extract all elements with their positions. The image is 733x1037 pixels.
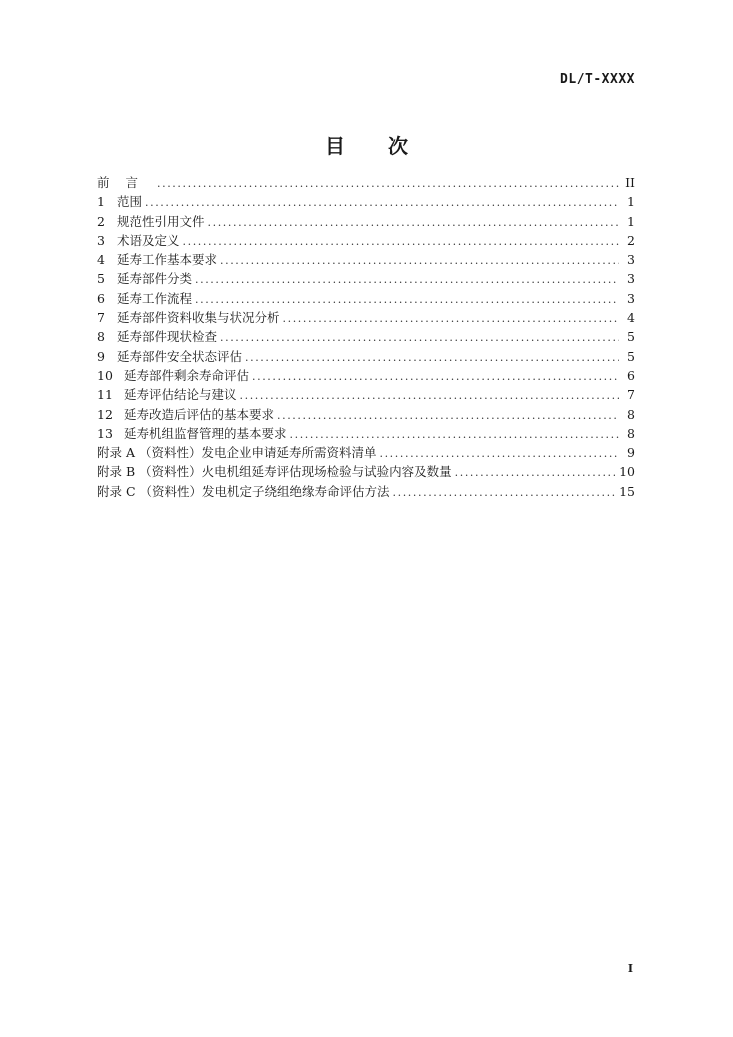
toc-entry-page: II <box>625 175 635 190</box>
toc-entry-page: 1 <box>627 213 635 229</box>
toc-entry-label: 延寿部件现状检查 <box>117 329 218 345</box>
toc-entry-label: 范围 <box>117 194 143 210</box>
toc-entry-page: 3 <box>627 271 635 287</box>
toc-entry-label: 延寿工作基本要求 <box>117 252 218 268</box>
toc-entry-2[interactable] <box>97 212 635 231</box>
toc-leader-dots <box>220 328 619 347</box>
toc-entry-number: 7 <box>97 310 105 326</box>
toc-entry-number: 2 <box>97 213 105 229</box>
toc-entry-label: 延寿工作流程 <box>117 290 193 306</box>
toc-entry-5[interactable] <box>97 269 635 288</box>
toc-entry-number: 12 <box>97 406 113 422</box>
toc-entry-page: 2 <box>627 232 635 248</box>
toc-leader-dots <box>290 425 619 444</box>
toc-entry-appendix-a[interactable] <box>97 443 635 462</box>
page-number: I <box>627 962 633 975</box>
toc-leader-dots <box>183 232 619 251</box>
toc-leader-dots <box>195 270 619 289</box>
toc-entry-page: 7 <box>627 387 635 403</box>
toc-leader-dots <box>208 213 619 232</box>
toc-entry-label: 延寿部件安全状态评估 <box>117 348 243 364</box>
toc-entry-number: 5 <box>97 271 105 287</box>
toc-entry-label: 附录 C （资料性）发电机定子绕组绝缘寿命评估方法 <box>97 483 390 499</box>
toc-entry-page: 9 <box>627 445 635 461</box>
toc-entry-9[interactable] <box>97 347 635 366</box>
toc-entry-12[interactable] <box>97 405 635 424</box>
toc-entry-page: 5 <box>627 329 635 345</box>
toc-entry-label: 术语及定义 <box>117 232 180 248</box>
toc-leader-dots <box>157 174 619 193</box>
toc-entry-number: 8 <box>97 329 105 345</box>
toc-entry-number: 9 <box>97 348 105 364</box>
toc-entry-10[interactable] <box>97 366 635 385</box>
toc-entry-page: 5 <box>627 348 635 364</box>
toc-leader-dots <box>393 483 616 502</box>
toc-entry-page: 4 <box>627 310 635 326</box>
toc-entry-3[interactable] <box>97 231 635 250</box>
toc-entry-6[interactable] <box>97 289 635 308</box>
toc-leader-dots <box>240 386 619 405</box>
toc-entry-page: 3 <box>627 290 635 306</box>
toc-entry-label: 延寿评估结论与建议 <box>124 387 237 403</box>
toc-leader-dots <box>145 193 619 212</box>
table-of-contents <box>97 173 635 501</box>
toc-entry-label: 附录 B （资料性）火电机组延寿评估现场检验与试验内容及数量 <box>97 464 452 480</box>
toc-title: 目 次 <box>325 134 426 158</box>
toc-leader-dots <box>455 463 615 482</box>
toc-entry-7[interactable] <box>97 308 635 327</box>
toc-leader-dots <box>195 290 619 309</box>
toc-entry-number: 10 <box>97 367 113 383</box>
toc-entry-page: 3 <box>627 252 635 268</box>
toc-entry-label: 延寿部件剩余寿命评估 <box>124 367 250 383</box>
toc-entry-number: 1 <box>97 194 105 210</box>
toc-entry-label: 前言 <box>97 175 155 190</box>
toc-entry-appendix-b[interactable] <box>97 462 635 481</box>
toc-entry-4[interactable] <box>97 250 635 269</box>
toc-entry-page: 8 <box>627 425 635 441</box>
toc-leader-dots <box>379 444 619 463</box>
toc-leader-dots <box>277 406 619 425</box>
toc-entry-appendix-c[interactable] <box>97 482 635 501</box>
toc-entry-number: 13 <box>97 425 113 441</box>
toc-entry-13[interactable] <box>97 424 635 443</box>
toc-leader-dots <box>245 348 619 367</box>
toc-entry-label: 附录 A （资料性）发电企业申请延寿所需资料清单 <box>97 445 377 461</box>
toc-entry-label: 延寿部件分类 <box>117 271 193 287</box>
toc-entry-11[interactable] <box>97 385 635 404</box>
toc-entry-page: 15 <box>619 483 635 499</box>
toc-leader-dots <box>252 367 619 386</box>
toc-entry-label: 延寿机组监督管理的基本要求 <box>124 425 287 441</box>
toc-entry-1[interactable] <box>97 192 635 211</box>
toc-entry-label: 延寿部件资料收集与状况分析 <box>117 310 280 326</box>
toc-leader-dots <box>220 251 619 270</box>
document-code: DL/T-XXXX <box>560 72 635 87</box>
toc-leader-dots <box>283 309 619 328</box>
toc-entry-number: 4 <box>97 252 105 268</box>
toc-entry-page: 6 <box>627 367 635 383</box>
toc-entry-8[interactable] <box>97 327 635 346</box>
toc-entry-page: 8 <box>627 406 635 422</box>
toc-entry-label: 延寿改造后评估的基本要求 <box>124 406 275 422</box>
toc-entry-number: 6 <box>97 290 105 306</box>
toc-entry-number: 11 <box>97 387 113 403</box>
toc-entry-foreword[interactable] <box>97 173 635 192</box>
toc-entry-label: 规范性引用文件 <box>117 213 205 229</box>
toc-entry-number: 3 <box>97 232 105 248</box>
toc-entry-page: 10 <box>619 464 635 480</box>
toc-entry-page: 1 <box>627 194 635 210</box>
